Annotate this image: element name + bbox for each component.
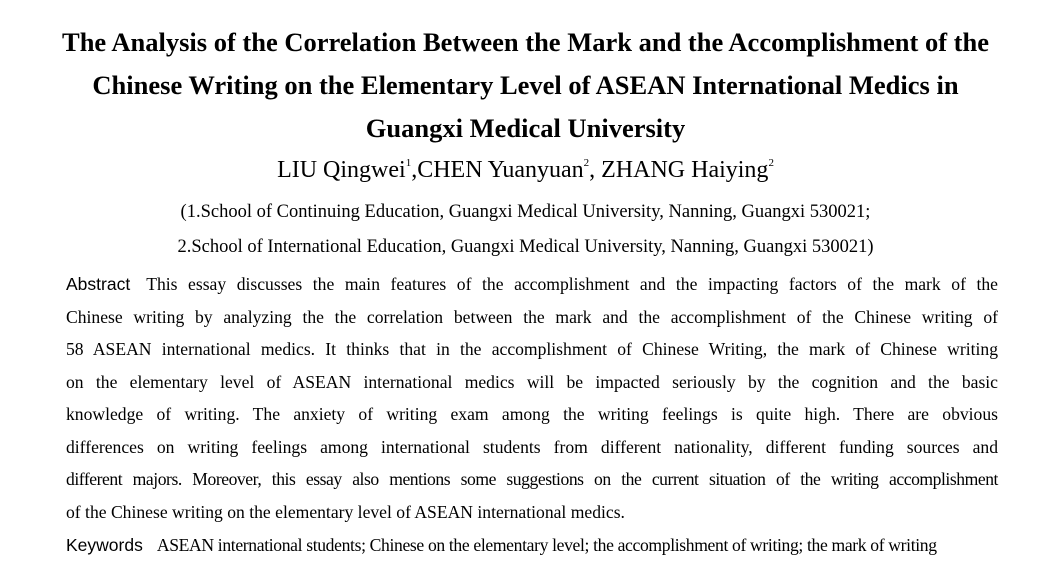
title-line: Guangxi Medical University: [365, 113, 686, 143]
abstract-text: This essay discusses the main features of the accomplishment and the impacting factors of the mark of the: [146, 274, 998, 294]
abstract-label: Abstract: [66, 274, 131, 294]
affiliation-line: 2.School of International Education, Guangxi Medical University, Nanning, Guangxi 530021): [177, 237, 874, 257]
affiliation-line: (1.School of Continuing Education, Guangxi Medical University, Nanning, Guangxi 530021;: [180, 202, 871, 222]
author-separator: ,: [589, 157, 602, 183]
title-line: The Analysis of the Correlation Between the Mark and the Accomplishment of the: [62, 27, 989, 57]
keywords-section: [66, 530, 998, 560]
abstract-line: knowledge of writing. The anxiety of writing exam among the writing feelings is quite high. There are obvious: [66, 404, 998, 424]
abstract-line: Chinese writing by analyzing the the correlation between the mark and the accomplishment of the Chinese writing of: [66, 306, 998, 327]
keywords-label: Keywords: [66, 535, 143, 555]
paper-title: [10, 21, 1041, 150]
abstract-line: on the elementary level of ASEAN international medics will be impacted seriously by the cognition and the basic: [66, 371, 998, 392]
author-separator: ,: [411, 157, 418, 183]
abstract-line: of the Chinese writing on the elementary level of ASEAN international medics.: [66, 501, 625, 522]
author-name: LIU Qingwei: [277, 157, 406, 183]
abstract-line: different majors. Moreover, this essay also mentions some suggestions on the current situation of the writing accomplishment: [66, 469, 998, 489]
author-affiliation-mark: 2: [768, 157, 774, 169]
keywords-text: ASEAN international students; Chinese on the elementary level; the accomplishment of writing; the mark of writing: [156, 535, 937, 555]
author-affiliation-mark: 1: [405, 157, 412, 169]
abstract-line: differences on writing feelings among international students from different nationality, different funding sources and: [66, 436, 998, 457]
author-name: CHEN Yuanyuan: [417, 157, 584, 183]
author-affiliation-mark: 2: [583, 157, 590, 169]
title-line: Chinese Writing on the Elementary Level of ASEAN International Medics in: [92, 70, 959, 100]
abstract-section: [66, 268, 998, 528]
abstract-line: 58 ASEAN international medics. It thinks that in the accomplishment of Chinese Writing, the mark of Chinese writing: [66, 339, 998, 359]
author-list: [0, 153, 1051, 187]
abstract-line: [66, 268, 998, 301]
author-name: ZHANG Haiying: [601, 157, 769, 183]
